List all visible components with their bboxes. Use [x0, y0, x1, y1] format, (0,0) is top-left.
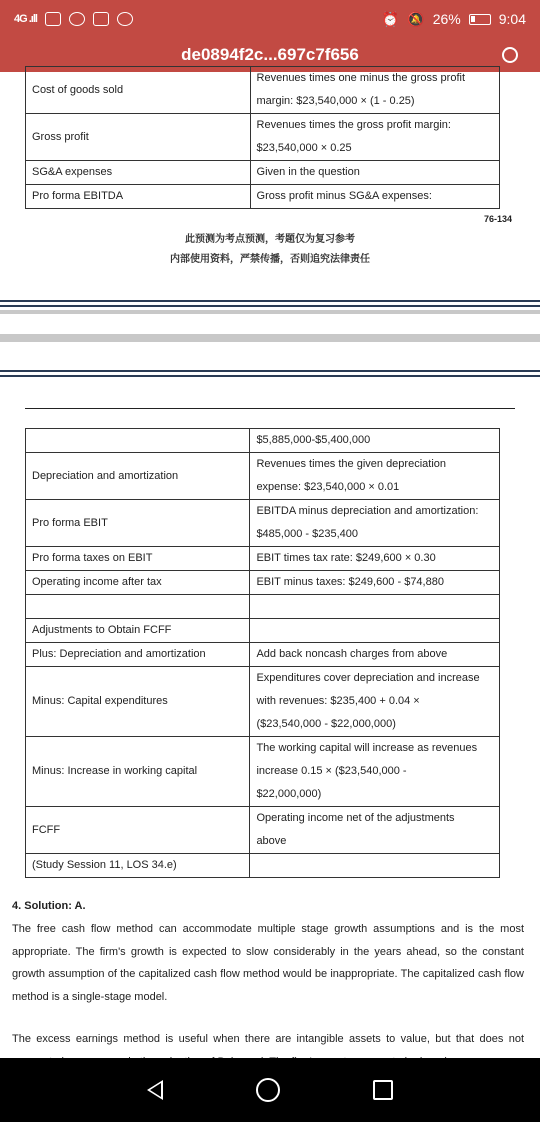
solution-paragraph-2: The excess earnings method is useful when there are intangible assets to value, but that does not	[12, 1033, 524, 1045]
status-left	[14, 12, 133, 26]
row-label	[26, 595, 250, 619]
page-gap-gray	[0, 310, 540, 314]
row-explanation	[250, 500, 500, 547]
table-row	[26, 643, 500, 667]
page-number: 76-134	[483, 214, 512, 224]
app-icon	[117, 12, 133, 26]
document-page[interactable]	[0, 72, 540, 1058]
table-row	[26, 667, 500, 737]
app-icon	[69, 12, 85, 26]
row-label: Operating income after tax	[26, 571, 250, 595]
alarm-icon: ⏰	[381, 10, 400, 27]
table-row	[26, 619, 500, 643]
row-label: Plus: Depreciation and amortization	[26, 643, 250, 667]
explanation-line: Revenues times the given depreciation	[256, 458, 446, 470]
row-explanation	[250, 854, 500, 878]
row-label: SG&A expenses	[26, 161, 251, 185]
explanation-line: The working capital will increase as revenues	[256, 742, 478, 754]
row-explanation	[250, 161, 499, 185]
explanation-line	[256, 854, 493, 877]
navigation-bar	[0, 1058, 540, 1122]
row-explanation	[250, 643, 500, 667]
explanation-line: Revenues times the gross profit margin:	[256, 119, 451, 131]
table-row	[26, 429, 500, 453]
row-explanation	[250, 595, 500, 619]
share-icon[interactable]	[502, 47, 518, 63]
table-row	[26, 807, 500, 854]
solution-table-top	[25, 66, 500, 209]
explanation-line: EBIT minus taxes: $249,600 - $74,880	[256, 576, 444, 588]
header-rule	[25, 408, 515, 409]
recents-icon[interactable]	[373, 1080, 393, 1100]
table-row	[26, 500, 500, 547]
chinese-notice-line-2: 内部使用资料，严禁传播，否则追究法律责任	[170, 254, 370, 265]
page-divider-top	[0, 300, 540, 307]
row-explanation	[250, 547, 500, 571]
table-row	[26, 185, 500, 209]
explanation-line: $23,540,000 × 0.25	[256, 142, 352, 154]
signal-icon	[14, 13, 37, 25]
explanation-line: $485,000 - $235,400	[256, 528, 358, 540]
row-explanation	[250, 571, 500, 595]
row-label: Minus: Increase in working capital	[26, 737, 250, 807]
explanation-line: Expenditures cover depreciation and increase	[256, 672, 480, 684]
status-right	[382, 11, 526, 28]
battery-fill	[471, 16, 475, 22]
row-explanation	[250, 453, 500, 500]
explanation-line: Gross profit minus SG&A expenses:	[256, 190, 432, 202]
row-explanation	[250, 619, 500, 643]
solution-paragraph-1: The free cash flow method can accommodate multiple stage growth assumptions and is the most appropriate. The firm's growth is expected to slow considerably in the years ahead, so the constant growth assumption of the capitalized cash flow method would be inappropriate. The capitalized cash flow method is a single-stage model.	[12, 923, 524, 1003]
row-label: Pro forma EBIT	[26, 500, 250, 547]
battery-icon	[469, 14, 491, 25]
row-label: (Study Session 11, LOS 34.e)	[26, 854, 250, 878]
row-label: FCFF	[26, 807, 250, 854]
row-explanation	[250, 737, 500, 807]
chinese-notice-line-1: 此预测为考点预测，考题仅为复习参考	[185, 234, 355, 245]
explanation-line: EBIT times tax rate: $249,600 × 0.30	[256, 552, 436, 564]
wechat-icon	[45, 12, 61, 26]
row-explanation	[250, 67, 499, 114]
mute-icon: 🔕	[407, 10, 425, 27]
back-icon[interactable]	[147, 1080, 163, 1100]
row-label	[26, 429, 250, 453]
signal-bars: .ıll	[28, 13, 37, 25]
table-row	[26, 453, 500, 500]
explanation-line: $22,000,000)	[256, 788, 322, 800]
row-label: Minus: Capital expenditures	[26, 667, 250, 737]
table-row	[26, 595, 500, 619]
row-label: Pro forma taxes on EBIT	[26, 547, 250, 571]
explanation-line	[256, 619, 493, 642]
row-explanation	[250, 667, 500, 737]
solution-heading: 4. Solution: A.	[12, 900, 86, 912]
explanation-line: above	[256, 835, 287, 847]
clock: 9:04	[498, 11, 526, 27]
explanation-line: margin: $23,540,000 × (1 - 0.25)	[256, 95, 415, 107]
solution-table-bottom	[25, 428, 500, 878]
app-icon	[93, 12, 109, 26]
explanation-line: increase 0.15 × ($23,540,000 -	[256, 765, 407, 777]
table-row	[26, 547, 500, 571]
explanation-line: with revenues: $235,400 + 0.04 ×	[256, 695, 420, 707]
explanation-line: Add back noncash charges from above	[256, 648, 448, 660]
row-explanation	[250, 807, 500, 854]
explanation-line: Revenues times one minus the gross profit	[256, 72, 466, 84]
row-label: Depreciation and amortization	[26, 453, 250, 500]
battery-percent: 26%	[432, 11, 461, 27]
page-gap-gray	[0, 334, 540, 342]
row-label: Adjustments to Obtain FCFF	[26, 619, 250, 643]
row-label: Gross profit	[26, 114, 251, 161]
document-title: de0894f2c...697c7f656	[181, 45, 359, 64]
explanation-line: EBITDA minus depreciation and amortization:	[256, 505, 479, 517]
explanation-line: Given in the question	[256, 166, 360, 178]
table-row	[26, 571, 500, 595]
table-row	[26, 161, 500, 185]
table-row	[26, 737, 500, 807]
row-label: Cost of goods sold	[26, 67, 251, 114]
explanation-line: $5,885,000-$5,400,000	[256, 434, 371, 446]
table-row	[26, 854, 500, 878]
table-row	[26, 114, 500, 161]
row-explanation	[250, 429, 500, 453]
home-icon[interactable]	[256, 1078, 280, 1102]
explanation-line	[256, 595, 493, 618]
network-type: 4G	[14, 13, 27, 25]
row-label: Pro forma EBITDA	[26, 185, 251, 209]
explanation-line: Operating income net of the adjustments	[256, 812, 455, 824]
status-bar	[0, 0, 540, 38]
table-row	[26, 67, 500, 114]
explanation-line: expense: $23,540,000 × 0.01	[256, 481, 400, 493]
row-explanation	[250, 185, 499, 209]
page-divider-bottom	[0, 370, 540, 377]
row-explanation	[250, 114, 499, 161]
explanation-line: ($23,540,000 - $22,000,000)	[256, 718, 396, 730]
